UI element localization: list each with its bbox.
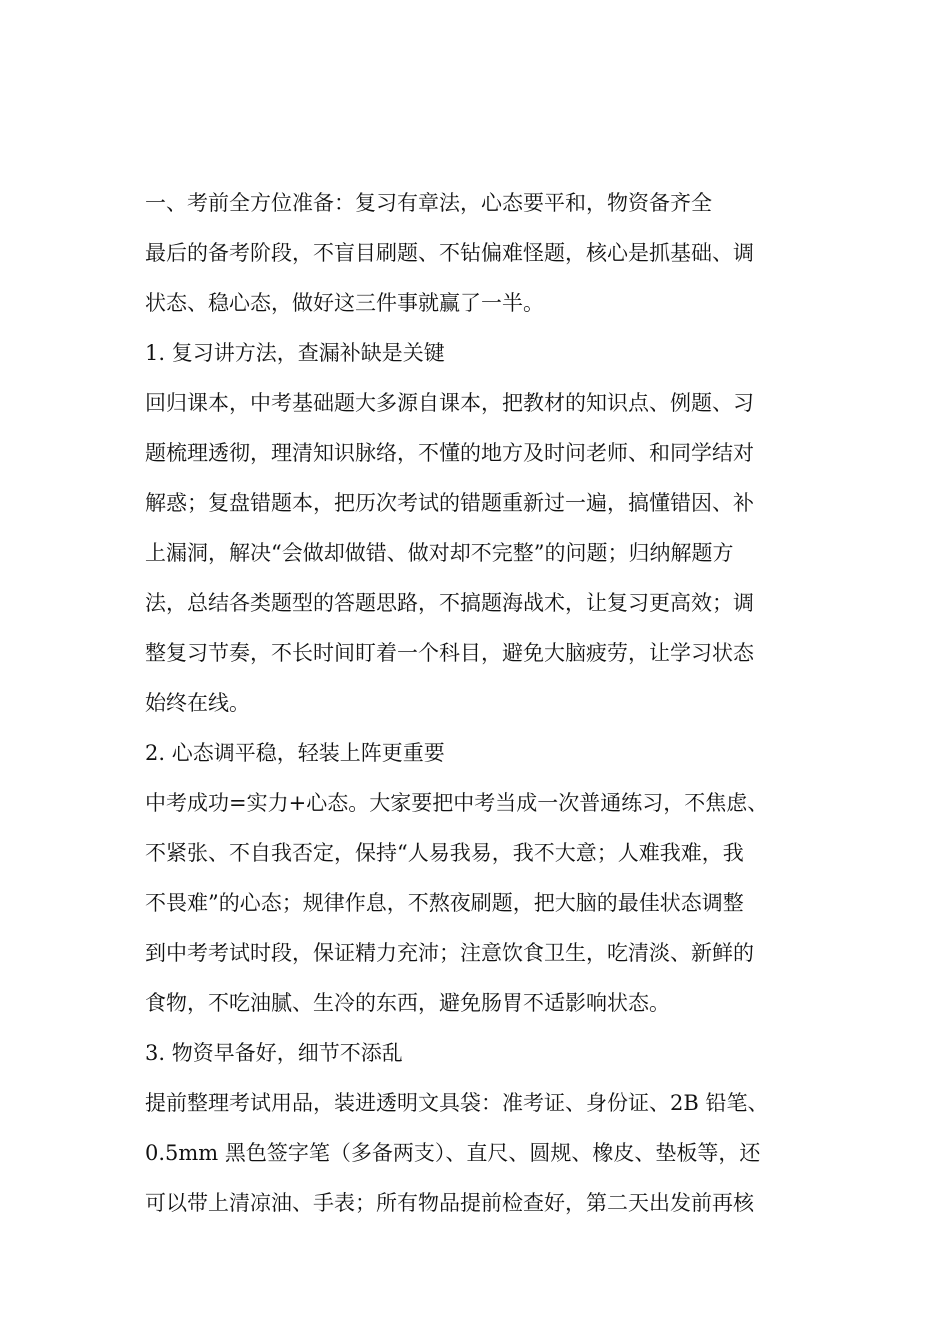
subheading-supplies: 3. 物资早备好，细节不添乱 bbox=[145, 1041, 403, 1065]
paragraph-line: 0.5mm 黑色签字笔（多备两支）、直尺、圆规、橡皮、垫板等，还 bbox=[145, 1141, 761, 1165]
paragraph-line: 不紧张、不自我否定，保持“人易我易，我不大意；人难我难，我 bbox=[145, 841, 744, 865]
subheading-mindset: 2. 心态调平稳，轻装上阵更重要 bbox=[145, 741, 445, 765]
paragraph-line: 法，总结各类题型的答题思路，不搞题海战术，让复习更高效；调 bbox=[145, 591, 754, 615]
paragraph-line: 提前整理考试用品，装进透明文具袋：准考证、身份证、2B 铅笔、 bbox=[145, 1091, 769, 1115]
paragraph-line: 题梳理透彻，理清知识脉络，不懂的地方及时问老师、和同学结对 bbox=[145, 441, 754, 465]
paragraph-line: 状态、稳心态，做好这三件事就赢了一半。 bbox=[145, 291, 544, 315]
document-body bbox=[145, 178, 825, 1228]
paragraph-line: 回归课本，中考基础题大多源自课本，把教材的知识点、例题、习 bbox=[145, 391, 754, 415]
paragraph-line: 整复习节奏，不长时间盯着一个科目，避免大脑疲劳，让学习状态 bbox=[145, 641, 754, 665]
subheading-review: 1. 复习讲方法，查漏补缺是关键 bbox=[145, 341, 445, 365]
paragraph-line: 不畏难”的心态；规律作息，不熬夜刷题，把大脑的最佳状态调整 bbox=[145, 891, 744, 915]
paragraph-line: 始终在线。 bbox=[145, 691, 250, 715]
paragraph-line: 到中考考试时段，保证精力充沛；注意饮食卫生，吃清淡、新鲜的 bbox=[145, 941, 754, 965]
paragraph-line: 上漏洞，解决“会做却做错、做对却不完整”的问题；归纳解题方 bbox=[145, 541, 734, 565]
paragraph-line: 最后的备考阶段，不盲目刷题、不钻偏难怪题，核心是抓基础、调 bbox=[145, 241, 754, 265]
paragraph-line: 食物，不吃油腻、生冷的东西，避免肠胃不适影响状态。 bbox=[145, 991, 670, 1015]
section-heading: 一、考前全方位准备：复习有章法，心态要平和，物资备齐全 bbox=[145, 191, 712, 215]
paragraph-line: 可以带上清凉油、手表；所有物品提前检查好，第二天出发前再核 bbox=[145, 1191, 754, 1215]
paragraph-line: 解惑；复盘错题本，把历次考试的错题重新过一遍，搞懂错因、补 bbox=[145, 491, 754, 515]
paragraph-line: 中考成功=实力+心态。大家要把中考当成一次普通练习，不焦虑、 bbox=[145, 791, 769, 815]
